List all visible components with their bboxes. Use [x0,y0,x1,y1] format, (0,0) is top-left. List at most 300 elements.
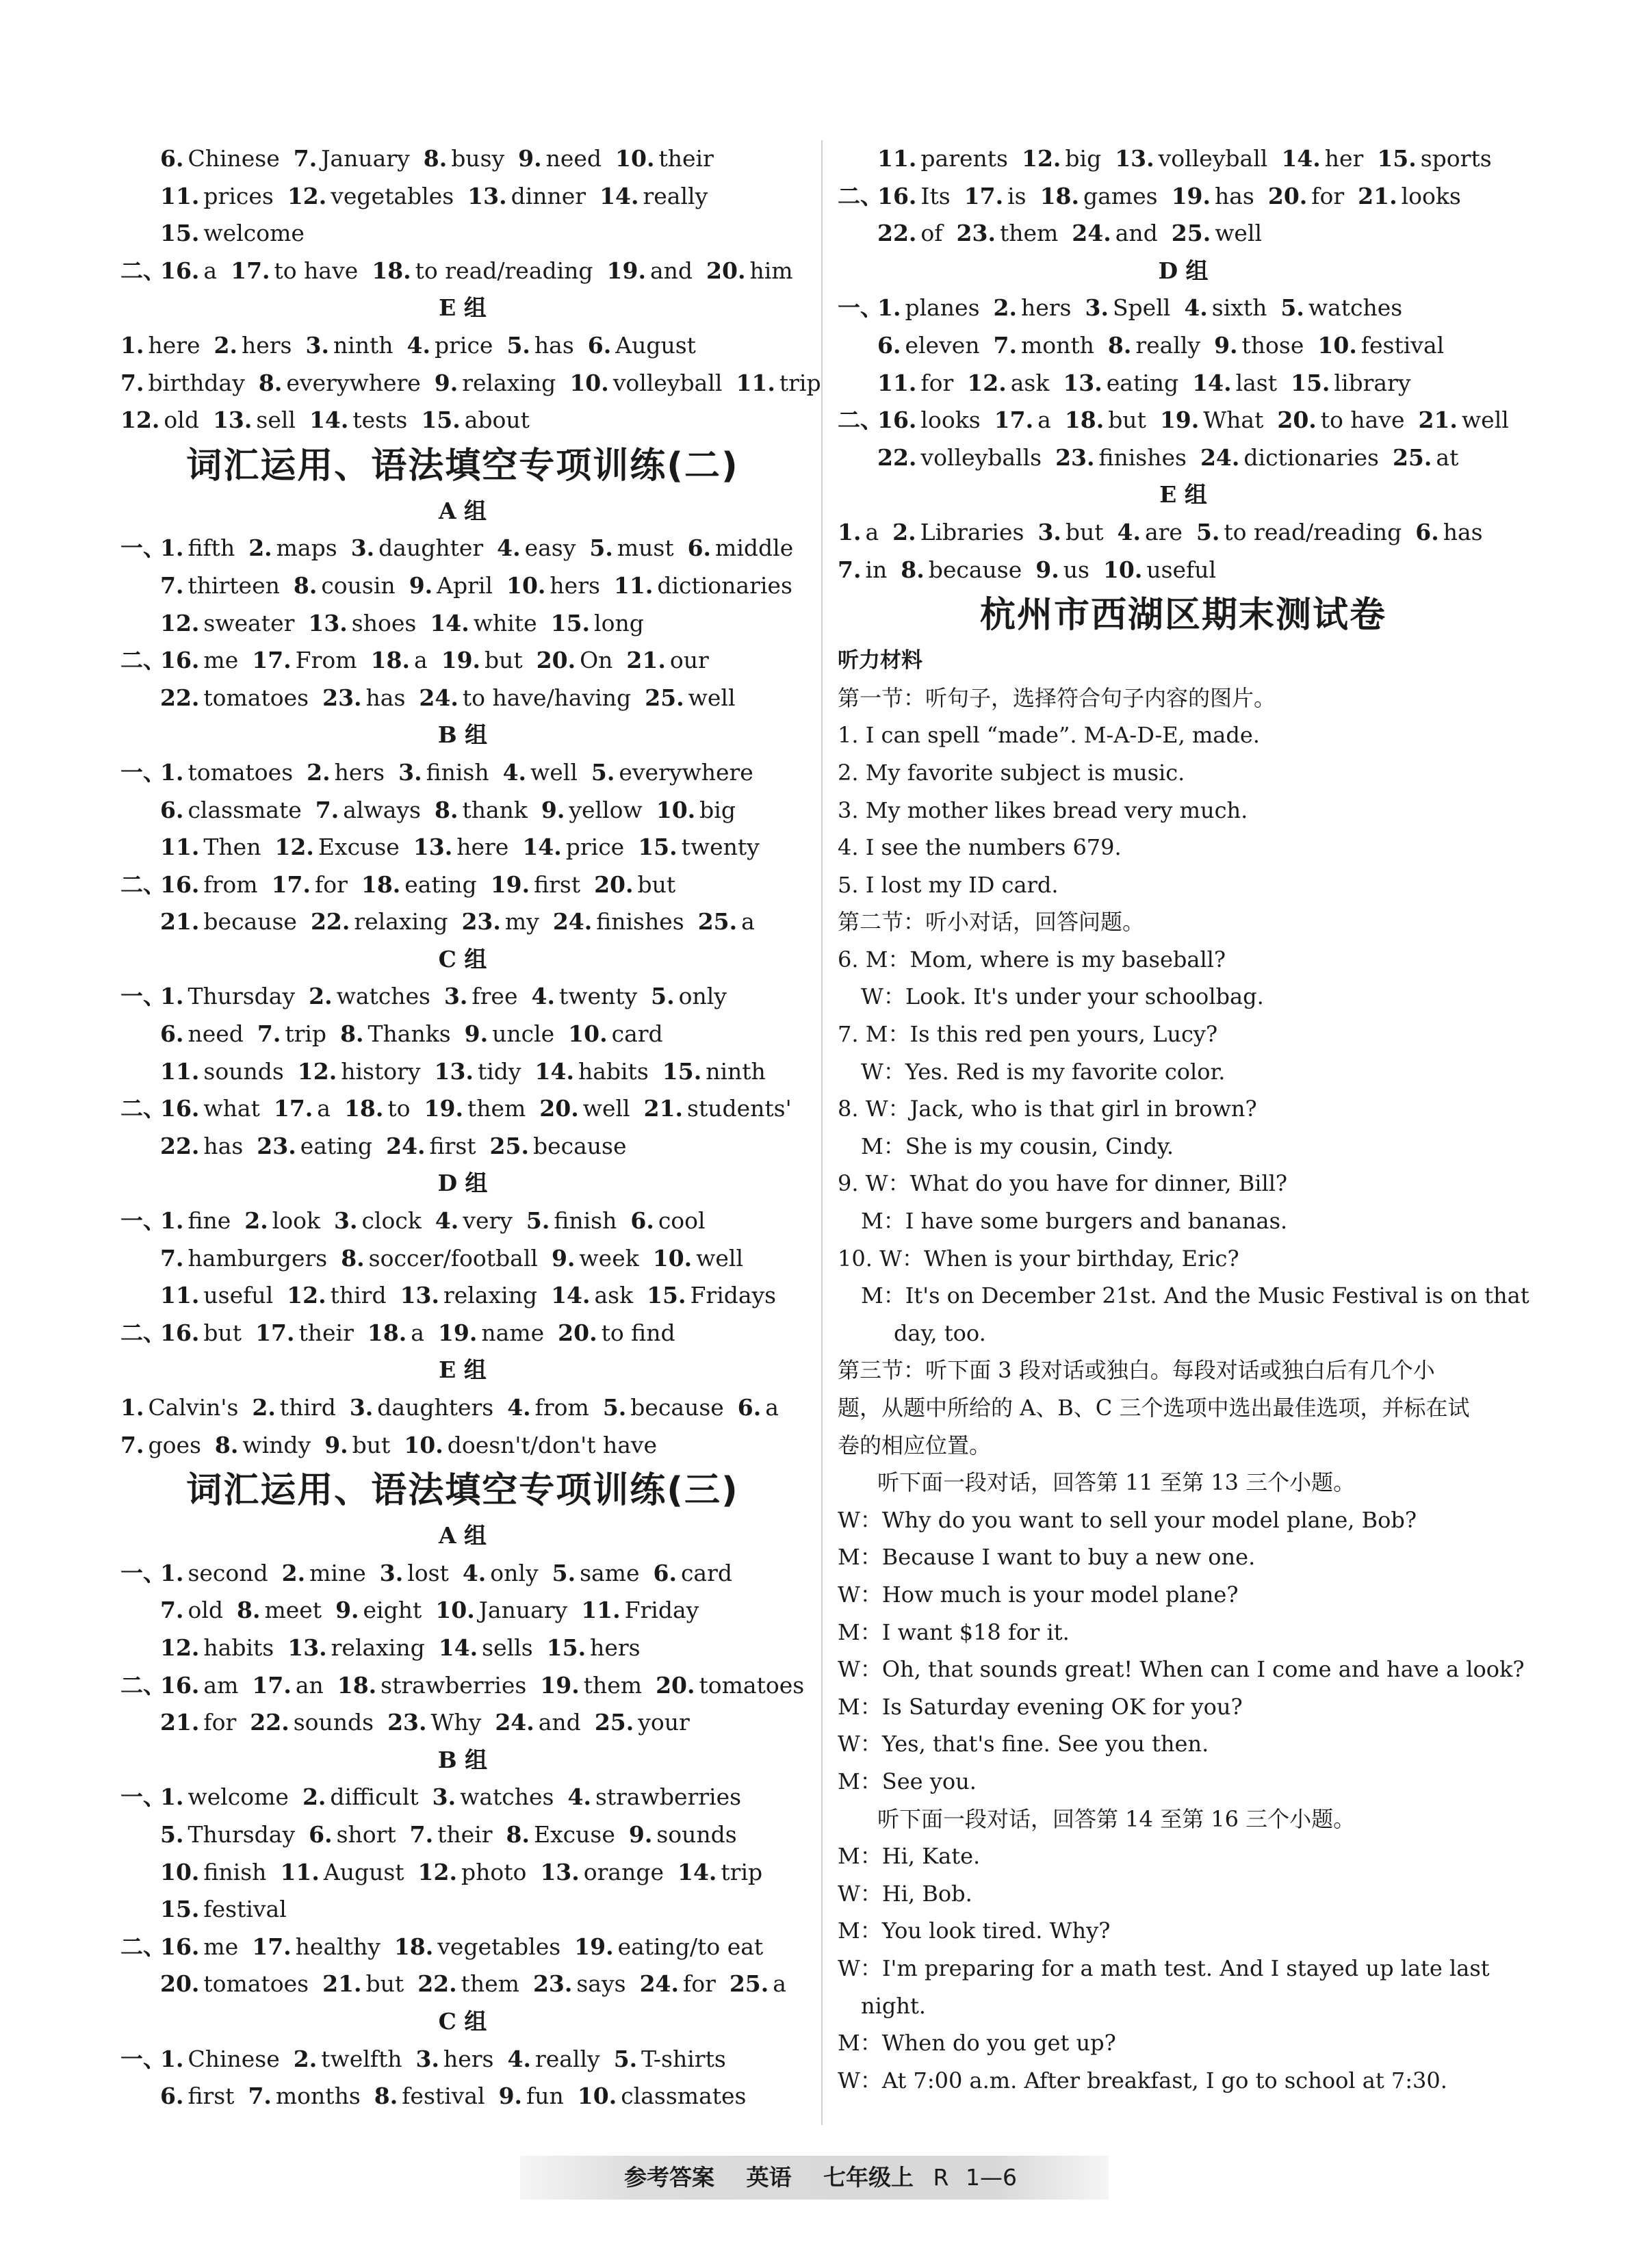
answer-number: 25. [697,908,738,936]
answer-item [424,1095,526,1122]
answer-text: but [203,1319,242,1346]
answer-item [706,257,793,284]
answer-number: 15. [1377,145,1417,172]
answer-item [160,684,309,711]
answer-item [160,534,235,561]
answer-text: history [341,1057,421,1085]
answer-item [578,2083,747,2109]
answer-text: tomatoes [203,1970,309,1998]
answer-number: 7. [409,1820,434,1848]
answer-item [1291,370,1411,396]
answer-number: 5. [526,1207,550,1235]
answer-number: 6. [160,1020,184,1048]
answer-text: eating/to eat [617,1933,764,1960]
answer-text: sounds [656,1820,737,1848]
answer-text: a [1037,407,1051,434]
answer-text: him [749,257,793,284]
group-heading: A 组 [438,497,487,524]
answer-text: eating [300,1132,373,1159]
answer-item [518,145,602,172]
answer-item [160,871,258,898]
answer-number: 3. [398,758,422,786]
dialogue-line: M：I want $18 for it. [838,1619,1070,1645]
answer-line [120,1555,805,1593]
answer-item [257,1133,372,1159]
answer-text: well [688,684,736,711]
answer-text: am [203,1671,239,1699]
answer-number: 6. [737,1394,762,1421]
answer-text: What [1203,407,1264,434]
answer-number: 15. [546,1634,586,1661]
answer-number: 1. [160,983,184,1010]
answer-text: Why [430,1709,482,1736]
answer-text: is [1007,182,1027,209]
answer-text: dictionaries [657,571,792,599]
answer-number: 2. [252,1394,276,1421]
answer-text: to have/having [462,684,632,711]
answer-item [160,1058,284,1085]
answer-line [120,866,805,904]
answer-text: From [295,647,357,674]
answer-item [274,1095,331,1122]
answer-item [507,1394,589,1421]
answer-item [248,2083,360,2109]
answer-number: 24. [639,1970,679,1998]
answer-line [120,1891,805,1929]
answer-number: 17. [252,1671,292,1699]
answer-text: are [1144,518,1183,545]
answer-text: hers [1020,294,1072,322]
answer-number: 16. [877,407,917,434]
answer-item [638,834,760,860]
answer-text: habits [578,1057,649,1085]
answer-number: 6. [877,331,901,359]
answer-item [967,370,1049,396]
answer-item [160,1896,287,1922]
answer-item [957,220,1059,246]
answer-number: 8. [1107,331,1132,359]
group-heading: C 组 [438,2007,487,2035]
answer-text: ninth [706,1057,766,1085]
answer-item [1040,183,1158,209]
answer-item [287,1282,386,1309]
answer-line [120,2078,805,2115]
answer-number: 15. [1291,369,1330,396]
answer-number: 21. [643,1095,684,1122]
answer-item [547,1634,641,1661]
answer-number: 22. [877,443,917,471]
answer-text: price [565,834,625,861]
answer-text: watches [336,983,430,1010]
answer-item [439,1634,533,1661]
answer-text: to find [601,1319,675,1346]
answer-item [1214,332,1304,359]
answer-number: 4. [497,534,521,562]
answer-item [1196,519,1402,545]
answer-item [231,257,358,284]
answer-text: relaxing [331,1634,425,1661]
answer-number: 5. [1196,518,1220,545]
answer-item [214,332,292,359]
answer-text: planes [905,294,980,322]
dialogue-line: M：See you. [838,1768,977,1794]
answer-text: need [545,145,602,172]
answer-number: 3. [349,1394,374,1421]
answer-number: 15. [550,609,591,636]
answer-number: 20. [1277,407,1317,434]
answer-number: 12. [274,834,314,861]
answer-number: 10. [160,1858,200,1885]
answer-number: 18. [372,257,411,284]
answer-number: 6. [630,1207,654,1235]
answer-text: finish [203,1858,267,1885]
section-label: 一、 [120,1559,166,1586]
answer-text: clock [361,1207,422,1235]
answer-text: maps [276,534,337,562]
dialogue-line: 7. M：Is this red pen yours, Lucy? [838,1021,1218,1048]
answer-text: look [272,1207,320,1235]
section-title: 杭州市西湖区期末测试卷 [979,595,1386,636]
answer-text: hers [334,758,385,786]
answer-item [1103,556,1216,583]
answer-item [569,370,722,396]
answer-number: 16. [160,257,200,284]
answer-number: 3. [1085,294,1109,322]
answer-item [629,1821,737,1848]
answer-number: 7. [257,1020,281,1048]
answer-item [503,759,578,786]
answer-number: 2. [302,1783,326,1811]
answer-number: 14. [599,182,639,209]
answer-text: white [473,609,537,636]
answer-number: 18. [361,871,401,898]
instruction-text: 卷的相应位置。 [838,1432,992,1458]
answer-line [838,402,1529,439]
answer-number: 3. [1037,518,1061,545]
section-label: 二、 [120,871,166,898]
group-heading: D 组 [437,1170,488,1197]
answer-number: 16. [160,1095,200,1122]
section-label: 二、 [838,407,883,434]
answer-number: 7. [160,1244,184,1272]
answer-item [160,1207,231,1234]
answer-item [419,684,631,711]
answer-item [645,684,735,711]
instruction-text: 第一节：听句子，选择符合句子内容的图片。 [838,684,1276,711]
instruction-text: 4. I see the numbers 679. [838,834,1122,861]
answer-text: August [323,1858,404,1885]
answer-number: 6. [160,796,184,823]
answer-number: 3. [379,1559,404,1586]
answer-item [1358,183,1461,209]
answer-item [574,1933,763,1960]
answer-text: meet [264,1597,322,1624]
answer-item [1277,407,1404,433]
answer-line [120,1277,805,1315]
answer-item [1072,220,1157,246]
answer-text: ask [594,1282,634,1309]
answer-number: 25. [729,1970,769,1998]
answer-text: a [773,1970,786,1998]
answer-number: 21. [626,647,666,674]
answer-text: first [534,871,581,898]
answer-item [409,572,493,599]
answer-number: 19. [424,1095,463,1122]
answer-item [120,1394,238,1421]
dialogue-line: W：Hi, Bob. [838,1880,972,1907]
answer-text: January [321,145,410,172]
answer-item [892,519,1024,545]
answer-number: 4. [507,1394,531,1421]
answer-number: 4. [502,758,527,786]
answer-item [495,1709,580,1736]
answer-text: ninth [333,331,393,359]
answer-line [120,1016,805,1053]
answer-line [120,903,805,941]
answer-item [160,647,238,673]
answer-text: thirteen [188,571,280,599]
answer-number: 8. [237,1597,261,1624]
answer-text: about [464,407,530,434]
answer-line [120,327,805,365]
answer-item [589,534,673,561]
answer-number: 22. [250,1709,289,1736]
answer-text: hers [590,1634,641,1661]
answer-number: 13. [212,407,253,434]
answer-item [877,370,953,396]
answer-number: 7. [120,1431,144,1458]
answer-item [308,610,416,636]
answer-item [213,407,296,433]
answer-number: 16. [160,1933,200,1960]
answer-item [380,1560,449,1586]
instruction-text: 题，从题中所给的 A、B、C 三个选项中选出最佳选项，并标在试 [838,1395,1470,1421]
answer-number: 18. [344,1095,384,1122]
answer-line [838,289,1529,327]
answer-text: library [1334,369,1411,396]
answer-number: 1. [160,1207,184,1235]
answer-item [160,1133,243,1159]
answer-item [1393,444,1458,471]
answer-text: prices [203,182,274,209]
answer-item [640,1970,716,1997]
answer-line [120,829,805,866]
answer-number: 15. [421,407,461,434]
answer-line [120,1854,805,1892]
answer-line [120,2041,805,2078]
answer-text: your [638,1709,690,1736]
answer-line [120,605,805,643]
answer-number: 12. [120,407,160,434]
answer-item [160,1319,242,1346]
answer-text: but [352,1431,391,1458]
answer-number: 6. [160,145,184,172]
answer-number: 22. [877,220,917,247]
answer-number: 3. [443,983,468,1010]
answer-text: to have [274,257,359,284]
answer-item [465,1020,555,1047]
answer-text: our [669,647,709,674]
answer-number: 12. [417,1858,457,1885]
right-column [838,140,1529,2099]
answer-text: me [203,1933,239,1960]
answer-text: here [148,331,201,359]
answer-number: 13. [434,1057,474,1085]
group-heading: C 组 [438,945,487,972]
answer-item [730,1970,786,1997]
answer-text: busy [451,145,505,172]
answer-number: 13. [540,1858,580,1885]
answer-number: 4. [531,983,555,1010]
answer-text: looks [920,407,981,434]
answer-item [531,983,637,1009]
answer-item [410,1821,493,1848]
answer-item [421,407,530,433]
answer-item [250,1709,374,1736]
answer-item [541,797,643,823]
answer-number: 5. [613,2045,638,2072]
answer-number: 4. [406,331,430,359]
answer-number: 7. [315,796,339,823]
answer-line [120,253,805,290]
answer-item [322,1970,404,1997]
answer-item [435,1597,567,1623]
answer-text: must [617,534,674,562]
answer-text: vegetables [437,1933,561,1960]
answer-item [994,407,1051,433]
answer-number: 1. [160,1783,184,1811]
answer-text: watches [1308,294,1403,322]
answer-number: 23. [1055,443,1095,471]
answer-text: parents [920,145,1008,172]
answer-text: old [164,407,199,434]
answer-number: 17. [271,871,311,898]
answer-number: 2. [244,1207,268,1235]
answer-line [120,680,805,717]
answer-number: 7. [838,556,862,583]
answer-item [294,145,410,172]
answer-item [1415,519,1482,545]
answer-text: festival [1360,331,1445,359]
answer-text: card [680,1559,733,1586]
answer-text: relaxing [354,908,448,936]
answer-number: 12. [297,1057,337,1085]
section-label: 二、 [120,1319,166,1346]
answer-number: 14. [534,1057,574,1085]
answer-number: 22. [160,684,200,711]
footer-edition: R [933,2164,949,2191]
group-heading: E 组 [439,294,487,322]
answer-item [656,1672,804,1699]
answer-text: free [472,983,518,1010]
answer-number: 10. [568,1020,608,1048]
answer-item [160,2046,280,2072]
answer-line [120,754,805,792]
answer-number: 24. [1072,220,1111,247]
answer-number: 5. [552,1559,576,1586]
group-heading: E 组 [439,1356,487,1384]
answer-number: 14. [438,1634,478,1661]
answer-number: 15. [160,1896,200,1923]
answer-item [324,1432,390,1458]
answer-line [120,365,821,402]
answer-number: 24. [495,1709,534,1736]
answer-text: because [532,1132,627,1159]
answer-line [838,552,1529,589]
answer-number: 2. [248,534,272,562]
answer-number: 14. [522,834,562,861]
answer-number: 14. [1281,145,1321,172]
answer-text: Calvin's [148,1394,239,1421]
answer-text: useful [1146,556,1217,583]
answer-text: but [637,871,676,898]
answer-number: 10. [652,1244,693,1272]
answer-text: what [203,1095,260,1122]
answer-item [413,834,509,860]
answer-number: 5. [1280,294,1304,322]
answer-line [838,514,1529,552]
answer-number: 1. [160,758,184,786]
answer-item [340,1020,451,1047]
answer-text: price [434,331,493,359]
answer-item [614,572,792,599]
answer-number: 16. [160,1671,200,1699]
answer-number: 11. [160,834,200,861]
answer-item [248,534,337,561]
answer-number: 23. [461,908,501,936]
answer-number: 9. [541,796,565,823]
answer-item [1192,370,1277,396]
answer-text: photo [461,1858,527,1885]
answer-item [252,1394,335,1421]
answer-item [698,908,755,935]
answer-item [499,2083,564,2109]
answer-item [309,407,407,433]
answer-item [603,1394,724,1421]
section-label: 一、 [120,1783,166,1811]
answer-number: 10. [656,796,696,823]
answer-item [594,871,675,898]
answer-number: 15. [160,220,200,247]
answer-number: 9. [324,1431,348,1458]
section-label: 一、 [120,758,166,786]
answer-text: watches [460,1783,554,1811]
section-label: 一、 [838,294,883,322]
answer-item [367,1319,424,1346]
answer-number: 15. [647,1282,686,1309]
answer-item [387,1709,481,1736]
answer-item [302,1783,419,1810]
answer-text: really [1135,331,1201,359]
footer-label: 参考答案 [624,2164,715,2191]
answer-text: fun [526,2083,564,2110]
answer-text: Fridays [690,1282,777,1309]
answer-item [298,1058,421,1085]
answer-text: eating [404,871,477,898]
answer-text: those [1241,331,1304,359]
answer-line [120,1389,805,1427]
answer-line [120,1704,805,1742]
answer-item [497,534,576,561]
answer-number: 24. [386,1132,426,1159]
answer-text: because [203,908,297,936]
answer-text: a [741,908,755,936]
answer-number: 4. [435,1207,459,1235]
answer-number: 6. [1415,518,1439,545]
answer-number: 14. [551,1282,591,1309]
answer-text: well [582,1095,630,1122]
answer-text: here [456,834,509,861]
